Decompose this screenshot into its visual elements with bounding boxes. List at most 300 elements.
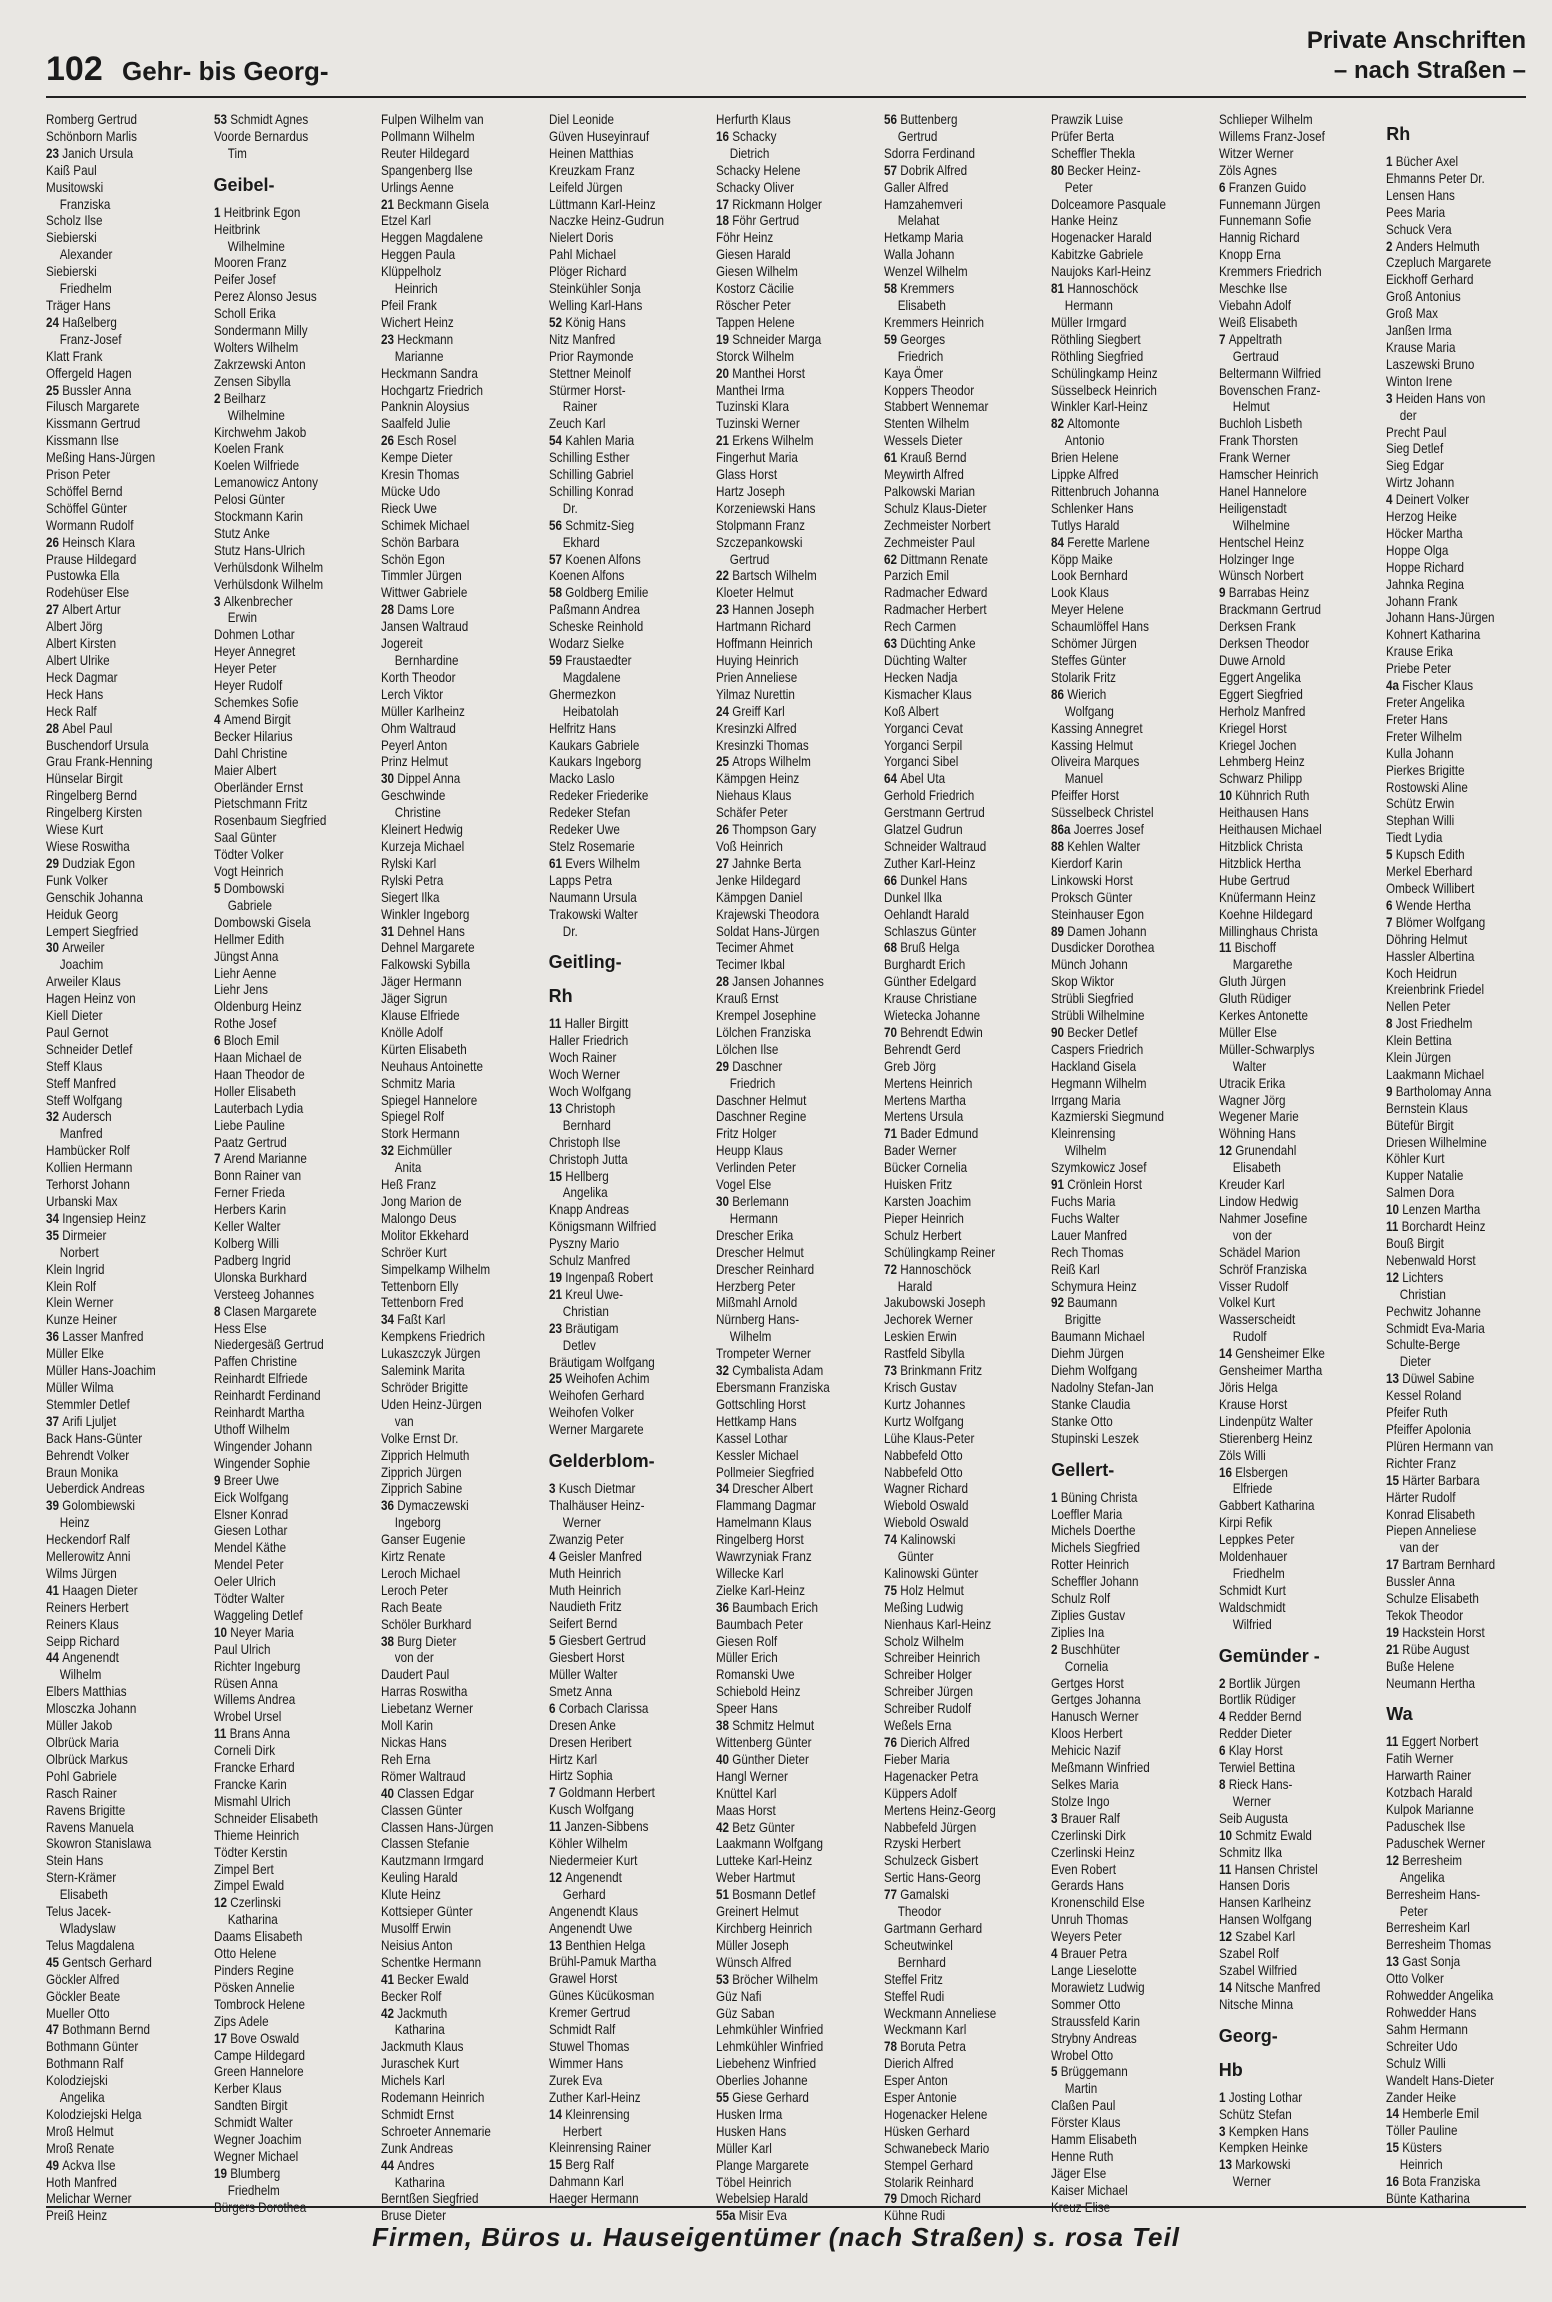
directory-entry: Grawel Horst <box>548 1971 617 1987</box>
house-number: 25 <box>548 1371 565 1387</box>
directory-entry: Sandten Birgit <box>213 2098 287 2114</box>
directory-entry: Gertges Johanna <box>1051 1692 1141 1708</box>
directory-entry: Wegner Michael <box>213 2148 298 2164</box>
directory-entry: Lühe Klaus-Peter <box>883 1430 974 1446</box>
directory-entry <box>1051 1946 1193 1963</box>
directory-entry <box>1051 1490 1193 1507</box>
house-number: 8 <box>1386 1016 1397 1032</box>
directory-entry <box>716 2090 858 2107</box>
directory-entry: Töbel Heinrich <box>716 2174 792 2190</box>
directory-entry: Kissmann Gertrud <box>46 416 141 432</box>
house-number: 79 <box>883 2191 900 2207</box>
directory-entry: Musolff Erwin <box>381 1920 452 1936</box>
directory-entry <box>1386 1371 1513 1388</box>
directory-entry: Hanel Hannelore <box>1218 483 1307 499</box>
directory-entry: Heyer Annegret <box>213 644 295 660</box>
directory-entry: Joachim <box>59 957 104 973</box>
directory-entry: Kreienbrink Friedel <box>1386 982 1485 998</box>
directory-entry: Steff Manfred <box>46 1075 116 1091</box>
resident-name: Schmitz Helmut <box>732 1718 815 1734</box>
directory-entry <box>549 856 691 873</box>
directory-entry <box>1051 2200 1193 2217</box>
directory-entry <box>1219 180 1361 197</box>
directory-entry <box>1219 1676 1361 1693</box>
house-number: 12 <box>1386 1269 1403 1285</box>
directory-column <box>381 112 549 2224</box>
house-number: 17 <box>213 2030 230 2046</box>
directory-entry: Hannig Richard <box>1218 230 1300 246</box>
directory-entry <box>1386 1954 1513 1971</box>
directory-entry: Zimpel Ewald <box>213 1878 284 1894</box>
directory-entry: Sondermann Milly <box>213 323 308 339</box>
directory-entry: Albert Kirsten <box>46 636 117 652</box>
directory-entry: Look Klaus <box>1051 585 1110 601</box>
directory-entry: Heinrich <box>394 281 438 297</box>
directory-entry: Reiners Klaus <box>46 1616 119 1632</box>
resident-name: Dobrik Alfred <box>899 162 967 178</box>
directory-entry <box>884 1532 1026 1549</box>
directory-entry: Rothe Josef <box>213 1016 276 1032</box>
directory-entry: Hecken Nadja <box>883 669 958 685</box>
directory-entry: Lutteke Karl-Heinz <box>716 1853 813 1869</box>
directory-entry: Hansen Karlheinz <box>1218 1895 1312 1911</box>
directory-entry: Wrobel Otto <box>1051 2047 1114 2063</box>
directory-entry: Köhler Wilhelm <box>548 1836 628 1852</box>
directory-entry: Heithausen Hans <box>1218 805 1309 821</box>
resident-name: Eichmüller <box>397 1143 452 1159</box>
resident-name: Amend Birgit <box>223 711 291 727</box>
directory-entry: Harald <box>897 1278 932 1294</box>
directory-entry: Hetkamp Maria <box>883 230 963 246</box>
directory-entry: Fatih Werner <box>1386 1751 1454 1767</box>
directory-entry: Pfeiffer Apolonia <box>1386 1421 1472 1437</box>
resident-name: Fraustaedter <box>564 653 632 668</box>
house-number: 4 <box>1386 492 1397 508</box>
house-number: 13 <box>1386 1954 1403 1970</box>
house-number: 15 <box>548 2157 565 2173</box>
resident-name: Goldberg Emilie <box>564 585 649 601</box>
resident-name: Rickmann Holger <box>732 196 823 212</box>
directory-entry <box>1386 915 1513 932</box>
directory-entry: Hanusch Werner <box>1051 1709 1139 1725</box>
directory-entry <box>716 1752 858 1769</box>
directory-entry: Liehr Jens <box>213 982 268 998</box>
directory-entry: Hube Gertrud <box>1218 872 1290 888</box>
directory-entry: Zipprich Jürgen <box>381 1464 462 1480</box>
directory-entry: Romanski Uwe <box>716 1667 795 1683</box>
directory-entry: Timmler Jürgen <box>381 568 462 584</box>
directory-entry: Müller Wilma <box>46 1379 114 1395</box>
directory-entry: Dr. <box>562 500 578 516</box>
directory-entry: Nienhaus Karl-Heinz <box>883 1616 991 1632</box>
directory-entry: Tuzinski Klara <box>716 399 790 415</box>
directory-entry <box>1051 1642 1193 1659</box>
house-number: 6 <box>1386 897 1397 913</box>
resident-name: Altomonte <box>1067 416 1121 432</box>
directory-entry: Sahm Hermann <box>1386 2021 1469 2037</box>
directory-entry: Kalinowski Günter <box>883 1565 978 1581</box>
directory-entry: Otto Volker <box>1386 1971 1445 1987</box>
directory-entry: Mendel Peter <box>213 1557 284 1573</box>
house-number: 66 <box>883 872 900 888</box>
directory-entry: Ingeborg <box>394 1515 441 1531</box>
directory-entry: Hirtz Sophia <box>548 1768 613 1784</box>
directory-entry: Angenendt Klaus <box>548 1903 638 1919</box>
house-number: 4 <box>1051 1946 1061 1962</box>
resident-name: Schmitz-Sieg <box>564 517 634 533</box>
directory-entry: Maas Horst <box>716 1802 776 1818</box>
directory-entry: Schülingkamp Reiner <box>883 1244 995 1260</box>
resident-name: Buschhüter <box>1060 1641 1121 1657</box>
directory-entry: Rylski Karl <box>381 855 437 871</box>
directory-entry: Nitz Manfred <box>548 331 615 347</box>
directory-entry: Herholz Manfred <box>1218 703 1306 719</box>
directory-entry: Müller Hans-Joachim <box>46 1363 156 1379</box>
directory-entry: Niedermeier Kurt <box>548 1853 637 1868</box>
directory-entry: Katharina <box>227 1912 278 1928</box>
directory-entry: Steffes Günter <box>1051 653 1127 668</box>
directory-entry: Kreuder Karl <box>1218 1177 1285 1193</box>
directory-entry: Schwanebeck Mario <box>883 2140 989 2156</box>
directory-entry <box>46 1955 188 1972</box>
directory-entry <box>46 1228 188 1245</box>
directory-entry: Gertges Horst <box>1051 1675 1124 1691</box>
resident-name: Baumann <box>1067 1295 1118 1311</box>
directory-entry: Gabriele <box>227 897 272 913</box>
directory-entry: Palkowski Marian <box>883 483 975 499</box>
directory-entry: Korzeniewski Hans <box>716 500 816 516</box>
directory-entry <box>1051 839 1193 856</box>
resident-name: Lichters <box>1402 1269 1444 1285</box>
directory-entry: Elisabeth <box>59 1887 108 1903</box>
directory-entry: Mertens Ursula <box>883 1109 963 1125</box>
directory-entry: Scholz Ilse <box>46 213 103 229</box>
directory-entry: Koppers Theodor <box>883 382 974 398</box>
directory-entry: Zöls Willi <box>1218 1447 1266 1463</box>
directory-entry <box>46 2158 188 2175</box>
directory-entry: Pollmeier Siegfried <box>716 1464 815 1480</box>
directory-entry: Witzer Werner <box>1218 145 1294 161</box>
directory-entry: Steff Wolfgang <box>46 1092 123 1108</box>
directory-entry <box>1219 2124 1361 2141</box>
resident-name: Arweiler <box>62 940 105 956</box>
directory-entry: Burghardt Erich <box>883 957 965 973</box>
house-number: 38 <box>381 1633 398 1649</box>
directory-entry <box>46 1109 188 1126</box>
directory-entry: Kaya Ömer <box>883 365 943 381</box>
directory-entry: Prawzik Luise <box>1051 112 1124 127</box>
directory-entry: Niedergesäß Gertrud <box>213 1337 324 1353</box>
directory-entry: Naudieth Fritz <box>548 1599 622 1615</box>
directory-entry: Redeker Friederike <box>548 788 649 804</box>
directory-entry: Schymura Heinz <box>1051 1278 1137 1294</box>
directory-entry: Berntßen Siegfried <box>381 2191 479 2207</box>
directory-entry: Utracik Erika <box>1218 1075 1285 1091</box>
directory-entry: Diehm Wolfgang <box>1051 1363 1138 1379</box>
directory-entry: Paul Ulrich <box>213 1641 271 1657</box>
directory-entry: Koelen Frank <box>213 441 284 457</box>
house-number: 68 <box>883 940 900 956</box>
directory-entry <box>1386 2106 1513 2123</box>
house-number: 17 <box>716 196 733 212</box>
directory-entry: Lempert Siegfried <box>46 923 139 939</box>
directory-entry: Ringelberg Horst <box>716 1532 804 1548</box>
house-number: 56 <box>548 517 565 533</box>
resident-name: Ingensiep Heinz <box>62 1210 147 1226</box>
directory-entry: Rohwedder Angelika <box>1386 1988 1494 2004</box>
directory-entry: Stutz Anke <box>213 525 270 541</box>
house-number: 53 <box>716 1971 733 1987</box>
directory-entry: Angelika <box>59 2090 105 2106</box>
directory-entry: Hoffmann Heinrich <box>716 636 813 652</box>
house-number: 18 <box>716 213 733 229</box>
directory-entry: Weßels Erna <box>883 1718 952 1734</box>
directory-entry: Träger Hans <box>46 297 111 313</box>
directory-entry: Gertrud <box>729 551 770 567</box>
directory-entry <box>214 2200 356 2217</box>
directory-entry: Derksen Frank <box>1218 619 1296 635</box>
directory-entry <box>1219 1862 1361 1879</box>
directory-entry: Göckler Beate <box>46 1988 121 2004</box>
directory-entry: Haan Theodor de <box>213 1066 305 1082</box>
directory-entry: Weckmann Anneliese <box>883 2005 996 2021</box>
directory-entry: Heitbrink <box>213 221 260 237</box>
directory-entry: Hamzahemveri <box>883 196 963 212</box>
directory-entry: Knopp Erna <box>1218 247 1281 263</box>
directory-entry: Gertraud <box>1232 348 1279 364</box>
directory-entry <box>1051 2064 1193 2081</box>
directory-entry: der <box>1400 407 1417 423</box>
house-number: 26 <box>381 433 398 449</box>
directory-entry: Dahmann Karl <box>548 2174 624 2190</box>
directory-entry <box>1051 163 1193 180</box>
directory-entry: Steff Klaus <box>46 1058 103 1074</box>
resident-name: Deinert Volker <box>1396 492 1470 508</box>
directory-entry: Unruh Thomas <box>1051 1912 1129 1928</box>
directory-entry: Kurtz Wolfgang <box>883 1413 964 1429</box>
directory-entry: Korth Theodor <box>381 669 456 685</box>
house-number: 91 <box>1051 1177 1068 1193</box>
directory-entry <box>46 1498 188 1515</box>
directory-entry: Peter <box>1400 1903 1428 1919</box>
directory-entry: Müller Walter <box>548 1667 618 1683</box>
directory-entry: Meyer Helene <box>1051 602 1124 618</box>
directory-entry <box>46 315 188 332</box>
directory-entry <box>381 332 523 349</box>
directory-entry: Molitor Ekkehard <box>381 1227 469 1243</box>
resident-name: Becker Heinz- <box>1067 162 1141 178</box>
directory-entry: Vogel Else <box>716 1177 772 1193</box>
directory-entry: Daschner Helmut <box>716 1092 807 1108</box>
house-number: 39 <box>46 1498 63 1514</box>
directory-entry: Ravens Manuela <box>46 1819 134 1835</box>
resident-name: Beilharz <box>223 390 266 406</box>
directory-entry: Urbanski Max <box>46 1194 118 1209</box>
directory-entry <box>1051 281 1193 298</box>
directory-entry: Pechwitz Johanne <box>1386 1303 1482 1319</box>
directory-entry <box>1386 898 1513 915</box>
directory-entry <box>1386 1016 1513 1033</box>
directory-entry: Werner <box>1232 1793 1271 1809</box>
street-heading: Geibel- <box>213 174 275 195</box>
resident-name: Dittmann Renate <box>899 551 988 567</box>
directory-entry <box>1219 332 1361 349</box>
directory-entry: Rech Carmen <box>883 619 956 635</box>
directory-entry <box>549 552 691 569</box>
house-number: 24 <box>46 314 63 330</box>
resident-name: Markowski <box>1234 2157 1291 2173</box>
resident-name: Föhr Gertrud <box>732 213 800 229</box>
directory-entry: Koelen Wilfriede <box>213 458 299 474</box>
directory-entry <box>1386 1084 1513 1101</box>
resident-name: Düwel Sabine <box>1402 1371 1475 1387</box>
house-number: 61 <box>548 855 565 871</box>
house-number: 29 <box>46 855 63 871</box>
directory-entry: Smetz Anna <box>548 1683 612 1699</box>
directory-entry: Neumann Hertha <box>1386 1675 1476 1691</box>
house-number: 49 <box>46 2157 63 2173</box>
directory-entry <box>214 2166 356 2183</box>
resident-name: Koenen Alfons <box>564 551 641 567</box>
directory-entry: Kupper Natalie <box>1386 1168 1464 1184</box>
house-number: 55 <box>716 2090 733 2106</box>
house-number: 9 <box>213 1472 224 1488</box>
resident-name: Dierich Alfred <box>899 1735 970 1750</box>
directory-entry: Schulte-Berge <box>1386 1337 1461 1353</box>
directory-entry: Wittwer Gabriele <box>381 585 468 601</box>
resident-name: Blömer Wolfgang <box>1396 914 1486 930</box>
resident-name: Baumbach Erich <box>732 1599 819 1615</box>
directory-entry: Scholz Wilhelm <box>883 1633 964 1649</box>
resident-name: Schneider Marga <box>732 331 822 347</box>
directory-entry: Green Hannelore <box>213 2064 304 2080</box>
directory-entry: Schülingkamp Heinz <box>1051 365 1158 381</box>
directory-entry: Nitsche Minna <box>1218 1996 1293 2012</box>
house-number: 21 <box>1386 1641 1403 1657</box>
directory-entry <box>1386 1734 1513 1751</box>
directory-entry: Pustowka Ella <box>46 568 120 584</box>
house-number: 8 <box>1218 1777 1229 1792</box>
directory-entry: Elbers Matthias <box>46 1684 127 1700</box>
resident-name: Behrendt Edwin <box>899 1024 983 1040</box>
directory-entry: Mendel Käthe <box>213 1540 286 1556</box>
house-number: 14 <box>1386 2106 1403 2122</box>
house-number: 5 <box>213 880 224 896</box>
directory-entry: Arweiler Klaus <box>46 974 121 990</box>
directory-entry: Wormann Rudolf <box>46 517 134 533</box>
house-number: 44 <box>46 1650 63 1666</box>
house-number: 62 <box>883 551 900 567</box>
directory-entry: Müller Erich <box>716 1650 778 1666</box>
directory-entry: Koehne Hildegard <box>1218 906 1313 922</box>
directory-entry <box>1051 687 1193 704</box>
directory-entry: Richter Ingeburg <box>213 1658 300 1674</box>
resident-name: Bader Edmund <box>899 1126 978 1142</box>
directory-entry: Giesen Wilhelm <box>716 264 798 280</box>
directory-entry: Lippke Alfred <box>1051 467 1119 483</box>
directory-entry: Wenzel Wilhelm <box>883 264 968 280</box>
resident-name: Misir Eva <box>738 2208 787 2224</box>
directory-entry <box>214 1895 356 1912</box>
directory-entry <box>549 1633 691 1650</box>
directory-entry: Herbers Karin <box>213 1202 286 1218</box>
directory-entry: Mlosczka Johann <box>46 1701 137 1717</box>
directory-entry: Schön Barbara <box>381 534 460 550</box>
directory-entry: Corneli Dirk <box>213 1743 275 1759</box>
house-number: 11 <box>1218 940 1235 956</box>
resident-name: Krauß Bernd <box>899 450 967 466</box>
directory-entry: Gensheimer Martha <box>1218 1363 1323 1379</box>
directory-entry: Kriegel Horst <box>1218 720 1287 736</box>
directory-entry: Drescher Reinhard <box>716 1261 815 1277</box>
house-number: 7 <box>548 1785 559 1801</box>
directory-entry: Paul Gernot <box>46 1024 109 1040</box>
directory-entry: Verhülsdonk Wilhelm <box>213 559 323 575</box>
directory-entry <box>46 1414 188 1431</box>
directory-entry: Schmidt Eva-Maria <box>1386 1320 1486 1336</box>
directory-entry: Schmidt Kurt <box>1218 1582 1286 1598</box>
directory-entry: Brien Helene <box>1051 450 1119 466</box>
directory-entry: Yilmaz Nurettin <box>716 686 795 702</box>
house-number: 72 <box>883 1261 900 1277</box>
directory-entry: Freter Wilhelm <box>1386 728 1463 744</box>
directory-entry <box>381 2158 523 2175</box>
resident-name: Arend Marianne <box>223 1151 307 1167</box>
directory-entry: Frank Thorsten <box>1218 433 1298 449</box>
directory-entry: Antonio <box>1064 433 1105 449</box>
directory-entry: Paatz Gertrud <box>213 1134 287 1150</box>
directory-entry: Ferner Frieda <box>213 1185 285 1201</box>
directory-entry: Meßing Hans-Jürgen <box>46 450 156 466</box>
directory-entry: Radmacher Herbert <box>883 602 987 618</box>
directory-entry: Schneider Elisabeth <box>213 1810 318 1826</box>
directory-entry: Wünsch Norbert <box>1218 568 1304 584</box>
page-range: Gehr- bis Georg- <box>122 56 329 86</box>
directory-entry: Köpp Maike <box>1051 551 1113 567</box>
directory-entry: Szczepankowski <box>716 534 803 550</box>
resident-name: Giesbert Gertrud <box>558 1633 646 1649</box>
directory-entry: Kerber Klaus <box>213 2081 282 2097</box>
directory-entry: Siebierski <box>46 230 97 246</box>
directory-entry: Koch Heidrun <box>1386 965 1458 981</box>
directory-entry: Husken Hans <box>716 2123 787 2139</box>
directory-entry: Fingerhut Maria <box>716 450 798 466</box>
directory-entry: Kollien Hermann <box>46 1160 133 1176</box>
directory-entry: Heithausen Michael <box>1218 822 1322 838</box>
resident-name: Albert Artur <box>62 602 121 618</box>
directory-entry: Ziplies Ina <box>1051 1624 1105 1640</box>
directory-entry: Güven Huseyinrauf <box>548 128 649 144</box>
directory-entry <box>716 366 858 383</box>
resident-name: Hansen Christel <box>1234 1861 1318 1877</box>
directory-entry: Jansen Waltraud <box>381 619 469 635</box>
directory-entry: Galler Alfred <box>883 179 948 195</box>
house-number: 27 <box>716 855 733 871</box>
directory-entry: Brackmann Gertrud <box>1218 602 1321 618</box>
directory-entry: Heyer Rudolf <box>213 678 282 694</box>
directory-column <box>214 112 382 2200</box>
directory-entry: Bernstein Klaus <box>1386 1100 1469 1116</box>
directory-entry: Mertens Martha <box>883 1092 966 1108</box>
directory-entry: Tappen Helene <box>716 314 795 330</box>
directory-entry <box>884 552 1026 569</box>
directory-entry: Romberg Gertrud <box>46 112 137 127</box>
page-header <box>46 22 1526 94</box>
house-number: 28 <box>381 602 398 618</box>
directory-entry: Meschke Ilse <box>1218 281 1287 297</box>
house-number: 31 <box>381 923 398 939</box>
directory-entry <box>716 1600 858 1617</box>
